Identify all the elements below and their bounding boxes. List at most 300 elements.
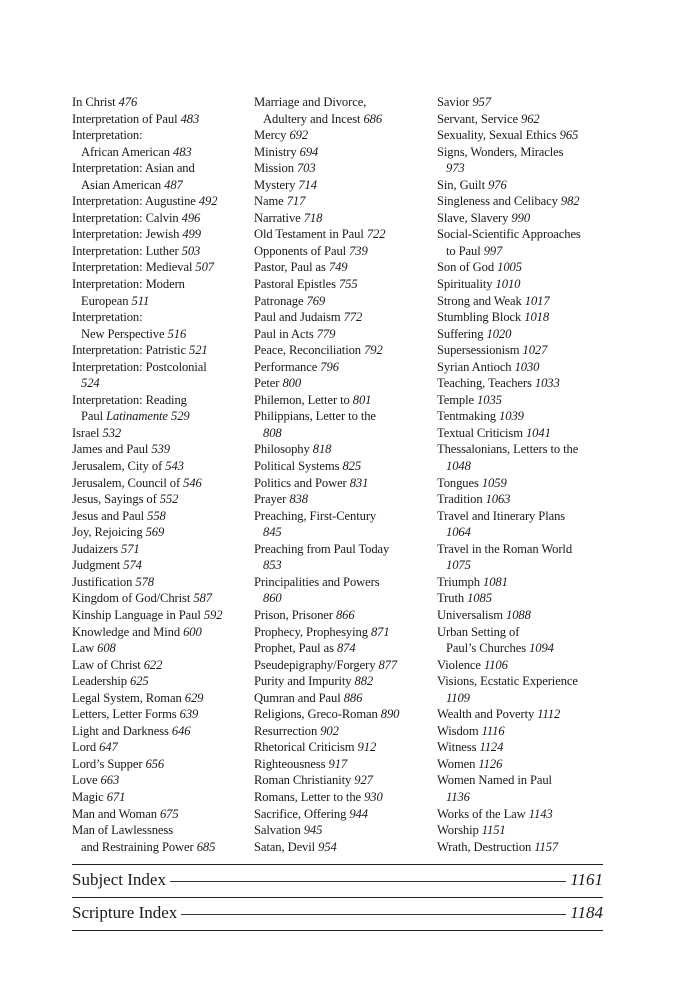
index-entry[interactable] xyxy=(72,326,248,343)
index-entry[interactable] xyxy=(254,657,430,674)
index-entry[interactable] xyxy=(254,276,430,293)
index-entry[interactable] xyxy=(254,193,430,210)
index-entry[interactable] xyxy=(437,276,613,293)
index-entry[interactable] xyxy=(72,508,248,525)
index-entry[interactable] xyxy=(254,160,430,177)
entry-title: Law xyxy=(72,641,95,656)
entry-title: Knowledge and Mind xyxy=(72,624,181,639)
index-entry[interactable] xyxy=(72,342,248,359)
index-entry[interactable] xyxy=(437,177,613,194)
entry-page-number: 825 xyxy=(342,459,362,474)
entry-title: Wisdom xyxy=(437,723,479,738)
entry-title: Stumbling Block xyxy=(437,310,522,325)
index-entry[interactable] xyxy=(254,293,430,310)
entry-title: Prayer xyxy=(254,492,287,507)
index-entry[interactable] xyxy=(437,144,613,161)
index-entry[interactable] xyxy=(72,624,248,641)
entry-page-number: 625 xyxy=(130,674,149,689)
index-entry[interactable] xyxy=(72,590,248,607)
index-entry[interactable] xyxy=(437,557,613,574)
scripture-index-row[interactable] xyxy=(72,903,603,929)
entry-page-number: 574 xyxy=(123,558,142,573)
index-entry[interactable] xyxy=(437,342,613,359)
entry-title: Wealth and Poverty xyxy=(437,707,535,722)
index-entry[interactable] xyxy=(254,541,430,558)
entry-title: Truth xyxy=(437,591,465,606)
entry-title: Worship xyxy=(437,823,479,838)
index-entry[interactable] xyxy=(254,690,430,707)
entry-page-number: 629 xyxy=(184,690,204,705)
index-entry[interactable] xyxy=(254,94,430,111)
entry-page-number: 1088 xyxy=(506,607,531,622)
entry-title: Pseudepigraphy/Forgery xyxy=(254,657,376,672)
entry-title: Tentmaking xyxy=(437,409,496,424)
entry-page-number: 507 xyxy=(195,260,214,275)
entry-title: Interpretation: Medieval xyxy=(72,260,193,275)
index-entry[interactable] xyxy=(437,624,613,641)
entry-title: Travel and Itinerary Plans xyxy=(437,508,566,523)
index-entry[interactable] xyxy=(72,524,248,541)
index-entry[interactable] xyxy=(72,193,248,210)
index-entry[interactable] xyxy=(72,822,248,839)
entry-page-number: 578 xyxy=(135,574,154,589)
index-entry[interactable] xyxy=(72,243,248,260)
index-entry[interactable] xyxy=(254,259,430,276)
entry-title: Old Testament in Paul xyxy=(254,227,364,242)
entry-title: Interpretation: xyxy=(72,128,143,143)
index-entry[interactable] xyxy=(72,111,248,128)
entry-title: Preaching, First-Century xyxy=(254,508,377,523)
entry-page-number: 529 xyxy=(171,409,190,424)
index-entry[interactable] xyxy=(437,94,613,111)
entry-title: Performance xyxy=(254,359,318,374)
index-entry[interactable] xyxy=(437,508,613,525)
entry-page-number: 838 xyxy=(289,492,308,507)
entry-title: Lord xyxy=(72,740,97,755)
entry-page-number: 608 xyxy=(97,641,116,656)
index-entry[interactable] xyxy=(254,590,430,607)
index-entry[interactable] xyxy=(437,756,613,773)
entry-page-number: 1143 xyxy=(528,806,553,821)
entry-page-number: 1124 xyxy=(479,740,504,755)
entry-page-number: 927 xyxy=(354,773,373,788)
index-entry[interactable] xyxy=(72,276,248,293)
index-entry[interactable] xyxy=(437,127,613,144)
entry-page-number: 524 xyxy=(81,376,100,391)
index-entry[interactable] xyxy=(254,226,430,243)
entry-title: James and Paul xyxy=(72,442,149,457)
entry-title: Jerusalem, City of xyxy=(72,459,163,474)
entry-title: Philosophy xyxy=(254,442,310,457)
entry-page-number: 686 xyxy=(363,111,383,126)
entry-title: Mystery xyxy=(254,177,296,192)
index-entry[interactable] xyxy=(254,508,430,525)
index-entry[interactable] xyxy=(437,739,613,756)
scripture-index-label: Scripture Index xyxy=(72,903,178,922)
index-entry[interactable] xyxy=(72,723,248,740)
entry-title: Teaching, Teachers xyxy=(437,376,532,391)
entry-title: Sacrifice, Offering xyxy=(254,806,347,821)
entry-title: Triumph xyxy=(437,574,480,589)
entry-title: Lord’s Supper xyxy=(72,756,143,771)
index-entry[interactable] xyxy=(437,193,613,210)
entry-page-number: 516 xyxy=(167,326,187,341)
entry-title: Tradition xyxy=(437,492,483,507)
index-entry[interactable] xyxy=(254,326,430,343)
entry-page-number: 886 xyxy=(343,690,363,705)
index-entry[interactable] xyxy=(72,441,248,458)
index-entry[interactable] xyxy=(254,408,430,425)
entry-page-number: 1094 xyxy=(529,641,554,656)
index-entry[interactable] xyxy=(72,706,248,723)
entry-title-italic: Latinamente xyxy=(106,409,168,424)
entry-page-number: 755 xyxy=(338,277,358,292)
index-entry[interactable] xyxy=(437,541,613,558)
index-entry[interactable] xyxy=(437,673,613,690)
entry-page-number: 1157 xyxy=(534,839,559,854)
index-entry[interactable] xyxy=(254,574,430,591)
entry-title: Universalism xyxy=(437,607,503,622)
index-entry[interactable] xyxy=(254,392,430,409)
index-entry[interactable] xyxy=(72,210,248,227)
entry-title: Narrative xyxy=(254,210,301,225)
subject-index-label: Subject Index xyxy=(72,870,166,889)
entry-title: Slave, Slavery xyxy=(437,210,509,225)
index-entry[interactable] xyxy=(254,342,430,359)
index-entry[interactable] xyxy=(437,210,613,227)
index-entry[interactable] xyxy=(254,491,430,508)
entry-page-number: 860 xyxy=(263,591,282,606)
entry-title: Travel in the Roman World xyxy=(437,541,573,556)
index-entry[interactable] xyxy=(254,789,430,806)
index-entry[interactable] xyxy=(437,806,613,823)
entry-title: Savior xyxy=(437,95,470,109)
index-entry[interactable] xyxy=(437,723,613,740)
entry-title: Sin, Guilt xyxy=(437,177,485,192)
index-entry[interactable] xyxy=(72,475,248,492)
entry-title: Interpretation: Modern xyxy=(72,277,185,292)
index-entry[interactable] xyxy=(72,657,248,674)
index-entry[interactable] xyxy=(437,590,613,607)
entry-page-number: 800 xyxy=(282,376,302,391)
entry-page-number: 558 xyxy=(147,508,166,523)
entry-page-number: 592 xyxy=(203,607,223,622)
index-entry[interactable] xyxy=(254,309,430,326)
index-entry[interactable] xyxy=(254,425,430,442)
entry-page-number: 483 xyxy=(173,144,192,159)
entry-title: New Perspective xyxy=(81,326,165,341)
index-entry[interactable] xyxy=(254,822,430,839)
index-entry[interactable] xyxy=(254,673,430,690)
scripture-index-page: 1184 xyxy=(570,903,603,922)
index-entry[interactable] xyxy=(72,739,248,756)
entry-title: European xyxy=(81,293,129,308)
top-rule xyxy=(72,864,603,865)
entry-page-number: 976 xyxy=(488,177,507,192)
entry-page-number: 476 xyxy=(118,95,138,109)
entry-title: Name xyxy=(254,194,284,209)
entry-title: Prophet, Paul as xyxy=(254,641,334,656)
entry-page-number: 982 xyxy=(560,194,580,209)
index-entry[interactable] xyxy=(72,259,248,276)
index-entry[interactable] xyxy=(254,739,430,756)
index-entry[interactable] xyxy=(437,293,613,310)
entry-page-number: 739 xyxy=(349,243,368,258)
index-entry[interactable] xyxy=(72,673,248,690)
entry-page-number: 622 xyxy=(143,657,163,672)
entry-page-number: 1030 xyxy=(514,359,540,374)
index-entry[interactable] xyxy=(437,491,613,508)
entry-page-number: 818 xyxy=(312,442,332,457)
entry-page-number: 663 xyxy=(100,773,120,788)
entry-title: Servant, Service xyxy=(437,111,518,126)
entry-page-number: 1027 xyxy=(522,343,548,358)
index-entry[interactable] xyxy=(437,574,613,591)
entry-page-number: 1136 xyxy=(446,789,470,804)
entry-title: Adultery and Incest xyxy=(263,111,361,126)
index-entry[interactable] xyxy=(437,392,613,409)
index-entry[interactable] xyxy=(72,127,248,144)
index-entry[interactable] xyxy=(254,723,430,740)
entry-page-number: 639 xyxy=(179,707,199,722)
index-entry[interactable] xyxy=(437,475,613,492)
index-entry[interactable] xyxy=(437,359,613,376)
index-entry[interactable] xyxy=(254,607,430,624)
entry-page-number: 792 xyxy=(364,343,383,358)
entry-title: Wrath, Destruction xyxy=(437,839,532,854)
entry-page-number: 571 xyxy=(121,541,140,556)
subject-index-row[interactable] xyxy=(72,870,603,896)
entry-page-number: 1018 xyxy=(524,310,550,325)
entry-page-number: 511 xyxy=(131,293,150,308)
index-entry[interactable] xyxy=(72,177,248,194)
index-entry[interactable] xyxy=(437,789,613,806)
entry-title: Justification xyxy=(72,574,133,589)
index-entry[interactable] xyxy=(254,243,430,260)
index-entry[interactable] xyxy=(72,789,248,806)
entry-title: Interpretation: Patristic xyxy=(72,343,186,358)
index-entry[interactable] xyxy=(254,524,430,541)
entry-page-number: 675 xyxy=(159,806,179,821)
index-entry[interactable] xyxy=(72,756,248,773)
index-entry[interactable] xyxy=(254,375,430,392)
index-entry[interactable] xyxy=(72,458,248,475)
entry-title: Spirituality xyxy=(437,277,493,292)
index-entry[interactable] xyxy=(437,458,613,475)
entry-page-number: 796 xyxy=(320,359,339,374)
entry-title: Joy, Rejoicing xyxy=(72,525,143,540)
entry-page-number: 874 xyxy=(336,641,356,656)
index-entry[interactable] xyxy=(72,293,248,310)
entry-title: Peter xyxy=(254,376,280,391)
index-entry[interactable] xyxy=(254,772,430,789)
entry-page-number: 552 xyxy=(159,492,179,507)
entry-page-number: 692 xyxy=(289,128,309,143)
index-entry[interactable] xyxy=(254,359,430,376)
entry-page-number: 997 xyxy=(483,243,503,258)
index-entry[interactable] xyxy=(72,557,248,574)
entry-page-number: 600 xyxy=(183,624,202,639)
index-entry[interactable] xyxy=(437,690,613,707)
entry-title: Works of the Law xyxy=(437,806,526,821)
entry-title: Man and Woman xyxy=(72,806,157,821)
entry-title: Kingdom of God/Christ xyxy=(72,591,191,606)
index-entry[interactable] xyxy=(72,309,248,326)
index-entry[interactable] xyxy=(437,706,613,723)
entry-page-number: 1075 xyxy=(446,558,471,573)
index-entry[interactable] xyxy=(72,160,248,177)
index-entry[interactable] xyxy=(254,127,430,144)
index-entry[interactable] xyxy=(72,408,248,425)
entry-page-number: 1059 xyxy=(481,475,507,490)
index-entry[interactable] xyxy=(72,392,248,409)
index-entry[interactable] xyxy=(72,491,248,508)
entry-title: Women Named in Paul xyxy=(437,773,552,788)
index-entry[interactable] xyxy=(254,806,430,823)
index-entry[interactable] xyxy=(437,160,613,177)
entry-title: Women xyxy=(437,756,476,771)
index-entry[interactable] xyxy=(72,772,248,789)
index-entry[interactable] xyxy=(437,408,613,425)
index-entry[interactable] xyxy=(72,375,248,392)
index-entry[interactable] xyxy=(254,706,430,723)
index-entry[interactable] xyxy=(437,375,613,392)
entry-title: Interpretation of Paul xyxy=(72,111,178,126)
entry-title: Interpretation: Postcolonial xyxy=(72,359,207,374)
index-entry[interactable] xyxy=(72,574,248,591)
entry-page-number: 714 xyxy=(298,177,317,192)
entries-column-2 xyxy=(254,94,430,855)
index-entry[interactable] xyxy=(254,624,430,641)
index-entry[interactable] xyxy=(254,475,430,492)
index-entry[interactable] xyxy=(254,441,430,458)
index-entry[interactable] xyxy=(72,94,248,111)
entry-title: Judaizers xyxy=(72,541,118,556)
entry-title: Interpretation: Jewish xyxy=(72,227,180,242)
entry-page-number: 546 xyxy=(183,475,202,490)
index-entry[interactable] xyxy=(72,806,248,823)
entry-page-number: 973 xyxy=(446,161,465,176)
middle-rule xyxy=(72,897,603,898)
entry-title: Righteousness xyxy=(254,756,326,771)
index-entry[interactable] xyxy=(437,441,613,458)
entry-page-number: 717 xyxy=(286,194,306,209)
index-entry[interactable] xyxy=(72,607,248,624)
index-entry[interactable] xyxy=(437,822,613,839)
index-entry[interactable] xyxy=(254,756,430,773)
index-entry[interactable] xyxy=(437,243,613,260)
entry-page-number: 492 xyxy=(198,194,218,209)
entries-column-1 xyxy=(72,94,248,855)
entry-page-number: 487 xyxy=(164,177,183,192)
entry-page-number: 902 xyxy=(320,723,339,738)
entry-title: Interpretation: Calvin xyxy=(72,210,179,225)
entry-title: Prophecy, Prophesying xyxy=(254,624,368,639)
entry-title: Interpretation: Reading xyxy=(72,392,187,407)
entry-title: Asian American xyxy=(81,177,162,192)
entry-title: Judgment xyxy=(72,558,121,573)
index-entry[interactable] xyxy=(254,557,430,574)
entry-page-number: 543 xyxy=(165,459,184,474)
index-entry[interactable] xyxy=(72,226,248,243)
entry-page-number: 944 xyxy=(349,806,368,821)
entry-page-number: 990 xyxy=(511,210,531,225)
entry-title: In Christ xyxy=(72,95,116,109)
entry-page-number: 646 xyxy=(171,723,191,738)
entry-title: Preaching from Paul Today xyxy=(254,541,390,556)
entry-page-number: 703 xyxy=(296,161,316,176)
index-entry[interactable] xyxy=(437,640,613,657)
entry-title: Son of God xyxy=(437,260,495,275)
index-entry[interactable] xyxy=(437,772,613,789)
entry-page-number: 1020 xyxy=(486,326,512,341)
entry-title: Jesus and Paul xyxy=(72,508,145,523)
index-entry[interactable] xyxy=(254,640,430,657)
index-entry[interactable] xyxy=(72,359,248,376)
index-entry[interactable] xyxy=(254,210,430,227)
entry-page-number: 499 xyxy=(182,227,201,242)
entry-page-number: 866 xyxy=(335,607,355,622)
index-entry[interactable] xyxy=(437,111,613,128)
index-entry[interactable] xyxy=(72,425,248,442)
index-entry[interactable] xyxy=(72,640,248,657)
index-entry[interactable] xyxy=(72,839,248,856)
index-entry[interactable] xyxy=(437,607,613,624)
entry-title: Paul xyxy=(81,409,103,424)
entry-title: Pastoral Epistles xyxy=(254,277,336,292)
entry-page-number: 808 xyxy=(263,425,282,440)
entry-page-number: 1063 xyxy=(485,492,511,507)
entry-title: Kinship Language in Paul xyxy=(72,607,201,622)
index-entry[interactable] xyxy=(437,259,613,276)
entry-page-number: 871 xyxy=(370,624,390,639)
index-entry[interactable] xyxy=(72,144,248,161)
entry-title: Letters, Letter Forms xyxy=(72,707,177,722)
index-entry[interactable] xyxy=(254,177,430,194)
entry-title: Salvation xyxy=(254,823,301,838)
index-entry[interactable] xyxy=(72,541,248,558)
entry-title: Law of Christ xyxy=(72,657,141,672)
index-entry[interactable] xyxy=(254,111,430,128)
entry-title: Romans, Letter to the xyxy=(254,789,362,804)
entry-title: Tongues xyxy=(437,475,479,490)
entry-title: Urban Setting of xyxy=(437,624,520,639)
index-entry[interactable] xyxy=(254,458,430,475)
index-entry[interactable] xyxy=(437,425,613,442)
index-entry[interactable] xyxy=(437,524,613,541)
entry-page-number: 671 xyxy=(106,789,126,804)
entry-title: Syrian Antioch xyxy=(437,359,512,374)
index-entry[interactable] xyxy=(437,839,613,856)
index-entry[interactable] xyxy=(437,657,613,674)
entry-page-number: 1048 xyxy=(446,459,471,474)
entry-page-number: 954 xyxy=(318,839,337,854)
entry-title: Ministry xyxy=(254,144,297,159)
entry-title: Patronage xyxy=(254,293,304,308)
index-entry[interactable] xyxy=(437,309,613,326)
index-entry[interactable] xyxy=(254,839,430,856)
entry-page-number: 656 xyxy=(145,756,165,771)
entry-page-number: 1064 xyxy=(446,525,471,540)
entry-page-number: 1126 xyxy=(478,756,503,771)
entry-title: Witness xyxy=(437,740,477,755)
index-entry[interactable] xyxy=(254,144,430,161)
index-entry[interactable] xyxy=(72,690,248,707)
entry-title: Leadership xyxy=(72,674,127,689)
index-entry[interactable] xyxy=(437,226,613,243)
entry-title: Interpretation: Asian and xyxy=(72,161,195,176)
index-entry[interactable] xyxy=(437,326,613,343)
